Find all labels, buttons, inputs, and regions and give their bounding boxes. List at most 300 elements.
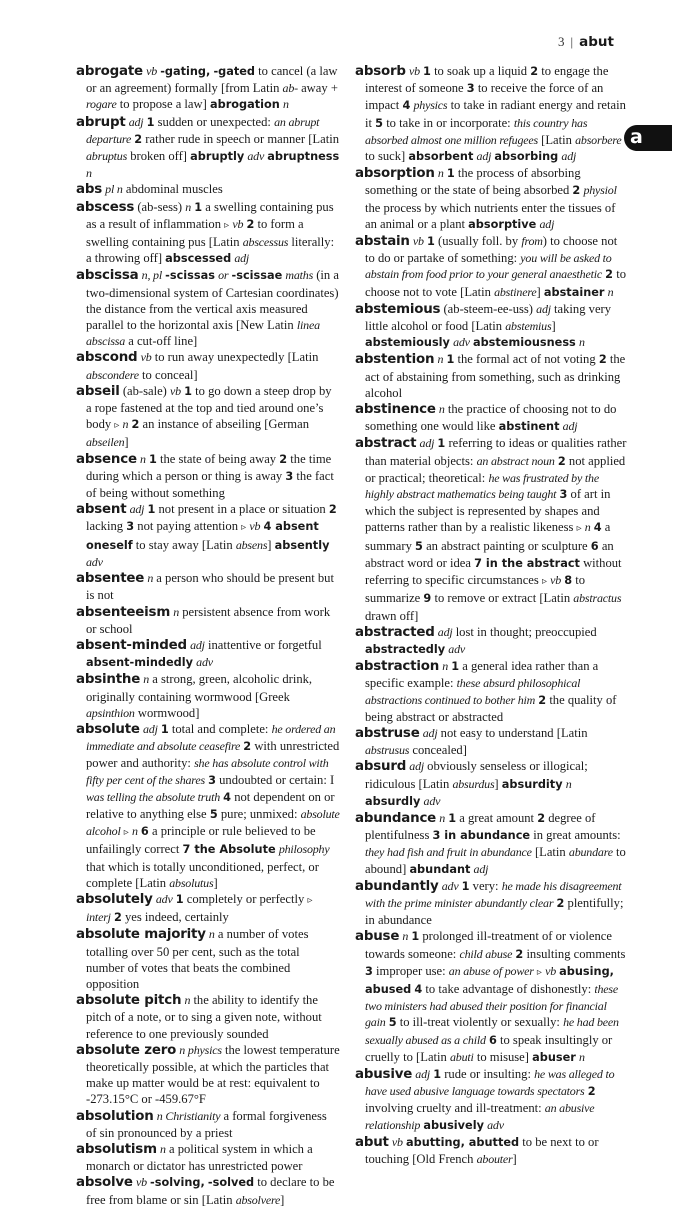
definition-text: a strong, green, alcoholic drink, originally containing wormwood [Greek xyxy=(86,672,313,704)
bold-form: 2 xyxy=(537,811,546,825)
definition-text: rude or insulting: xyxy=(444,1066,531,1081)
dictionary-entry xyxy=(76,63,340,114)
italic-label: physiol xyxy=(583,183,617,198)
definition-text: undoubted or certain: I xyxy=(219,772,335,787)
headword: absolve xyxy=(76,1175,133,1191)
italic-label: abstractus xyxy=(573,591,622,606)
bold-form: 3 xyxy=(126,520,135,534)
definition-text: a great amount xyxy=(459,810,535,825)
italic-label: he was frustrated by the highly abstract mathematics being taught xyxy=(365,470,599,502)
definition-text: to speak insultingly or cruelly to [Latin xyxy=(365,1032,613,1064)
italic-label: adj xyxy=(561,149,577,164)
definition-text: pure; unmixed: xyxy=(220,806,298,821)
italic-label: ab- xyxy=(282,81,298,96)
definition-text: ] xyxy=(551,319,556,334)
bold-form: 1 xyxy=(437,437,446,451)
dictionary-entry xyxy=(76,1141,340,1174)
headword: absolute xyxy=(76,721,140,737)
italic-label: n xyxy=(438,402,445,417)
dictionary-entry xyxy=(76,181,340,198)
definition-text: the process of absorbing something or the state of being absorbed xyxy=(365,166,581,198)
italic-label: n physics xyxy=(179,1042,222,1057)
dictionary-entry xyxy=(355,725,627,758)
definition-text: with unrestricted power and authority: xyxy=(86,739,340,771)
italic-label: child abuse xyxy=(459,946,513,961)
bold-form: 1 xyxy=(433,1067,442,1081)
headword: absent xyxy=(76,502,127,518)
italic-label: they had fish and fruit in abundance xyxy=(365,845,532,860)
definition-text: to take advantage of dishonestly: xyxy=(425,981,592,996)
italic-label: adj xyxy=(190,637,205,652)
italic-label: pl n xyxy=(105,182,123,197)
bold-form: absent-mindedly xyxy=(86,656,193,670)
definition-text: taking very little alcohol or food [Latin xyxy=(365,301,612,334)
definition-text: in great amounts: xyxy=(533,828,621,843)
dictionary-entry xyxy=(355,165,627,233)
bold-form: -gating, xyxy=(160,65,211,78)
bold-form: 1 xyxy=(194,200,203,214)
definition-text: obviously senseless or illogical; ridiculous [Latin xyxy=(365,759,588,791)
bold-form: 5 xyxy=(209,807,218,821)
italic-label: n xyxy=(565,776,572,791)
italic-label: vb xyxy=(249,519,261,534)
dictionary-entry xyxy=(76,383,340,451)
definition-text: the act of abstaining from something, such as drinking alcohol xyxy=(365,352,626,400)
italic-label: n xyxy=(139,451,146,466)
definition-text: ] xyxy=(124,435,129,450)
dictionary-entry xyxy=(76,267,340,349)
definition-text: to cancel (a law or an agreement) formally [from Latin xyxy=(86,64,338,96)
page-number: 3 xyxy=(558,34,565,49)
definition-text: the quality of being abstract or abstracted xyxy=(365,692,617,724)
bold-form: 5 xyxy=(375,116,384,130)
bold-form: 7 in the abstract xyxy=(474,556,580,570)
headword: absolutism xyxy=(76,1142,157,1157)
italic-label: abscondere xyxy=(86,367,139,382)
arrow-icon: ▹ xyxy=(536,966,542,978)
bold-form: 4 xyxy=(223,790,232,804)
definition-text: ] xyxy=(213,875,218,890)
bold-form: 6 xyxy=(590,539,599,553)
definition-text: degree of plentifulness xyxy=(365,810,596,843)
headword: abstruse xyxy=(355,725,420,741)
italic-label: abstemius xyxy=(505,319,552,334)
headword: abstinence xyxy=(355,402,436,418)
headword: abstraction xyxy=(355,659,440,675)
italic-label: vb xyxy=(391,1134,403,1149)
headword: absurd xyxy=(355,759,407,775)
bold-form: abstainer xyxy=(543,285,605,299)
italic-label: n xyxy=(160,1142,166,1156)
definition-text: to go down a steep drop by a rope fastened at the top and tied around one’s body xyxy=(86,383,332,432)
headword: abstract xyxy=(355,436,417,452)
bold-form: 4 xyxy=(593,521,602,535)
italic-label: adv xyxy=(196,655,213,670)
italic-label: n, pl xyxy=(141,268,162,283)
italic-label: was telling the absolute truth xyxy=(86,789,220,804)
dictionary-entry xyxy=(355,658,627,725)
definition-text: to remove or extract [Latin xyxy=(434,591,571,606)
italic-label: n xyxy=(122,417,129,432)
italic-label: rogare xyxy=(86,97,117,112)
bold-form: 1 xyxy=(451,660,460,674)
definition-text: to declare to be free from blame or sin [Latin xyxy=(86,1175,335,1207)
italic-label: adj xyxy=(419,436,435,451)
bold-form: 2 xyxy=(587,1085,596,1099)
bold-form: 2 xyxy=(279,452,288,466)
headword: abstention xyxy=(355,352,435,368)
bold-form: 7 the Absolute xyxy=(182,843,276,857)
definition-text: a political system in which a monarch or dictator has unrestricted power xyxy=(86,1142,313,1174)
italic-label: absens xyxy=(235,537,268,552)
bold-form: 1 xyxy=(446,353,455,367)
definition-text: the lowest temperature theoretically possible, at which the particles that make up matter would be at rest: equivalent to -273.15°C or -459.67°F xyxy=(86,1042,340,1107)
italic-label: an abrupt departure xyxy=(86,114,320,146)
italic-label: abundare xyxy=(568,845,613,860)
definition-text: concealed] xyxy=(412,743,467,758)
definition-text: sudden or unexpected: xyxy=(157,114,271,129)
definition-text: prolonged ill-treatment of or violence towards someone: xyxy=(365,929,612,961)
thumb-index-tab: a xyxy=(624,125,672,151)
italic-label: or xyxy=(218,268,229,283)
italic-label: adj xyxy=(142,721,158,736)
headword: abuse xyxy=(355,929,400,945)
bold-form: 1 xyxy=(160,722,169,736)
italic-label: n Christianity xyxy=(156,1108,221,1123)
bold-form: -scissae xyxy=(231,269,283,283)
headword: abseil xyxy=(76,383,120,399)
dictionary-entry xyxy=(76,671,340,721)
bold-form: 1 xyxy=(448,811,457,825)
definition-text: a general idea rather than a specific example: xyxy=(365,659,599,691)
italic-label: an abstract noun xyxy=(476,453,555,468)
italic-label: n xyxy=(442,659,449,674)
italic-label: these two ministers had abused their position for financial gain xyxy=(365,981,619,1030)
definition-text: to abound] xyxy=(365,845,626,876)
bold-form: abusing, abused xyxy=(365,964,614,996)
definition-text: referring to ideas or qualities rather than material objects: xyxy=(365,436,627,468)
bold-form: 9 xyxy=(423,592,432,606)
definition-text: the practice of choosing not to do something one would like xyxy=(365,402,617,434)
italic-label: n xyxy=(185,199,192,214)
definition-text: the process by which nutrients enter the tissues of an animal or a plant xyxy=(365,200,616,231)
bold-form: 5 xyxy=(415,539,423,553)
definition-text: an instance of abseiling [German xyxy=(142,417,309,432)
headword: absolute zero xyxy=(76,1042,177,1058)
definition-text: an abstract word or idea xyxy=(365,538,614,570)
italic-label: apsinthion xyxy=(86,705,135,720)
dictionary-entry xyxy=(355,435,627,623)
dictionary-entry xyxy=(76,926,340,992)
bold-form: 1 xyxy=(148,452,157,466)
definition-text: [Latin xyxy=(534,845,566,860)
headword: abut xyxy=(355,1134,389,1150)
bold-form: 2 xyxy=(530,65,539,78)
headword: absolution xyxy=(76,1108,154,1124)
italic-label: adv xyxy=(448,641,466,656)
bold-form: 2 xyxy=(246,217,255,231)
arrow-icon: ▹ xyxy=(224,219,230,231)
bold-form: 2 xyxy=(131,418,140,432)
italic-label: adj xyxy=(129,502,145,517)
bold-form: abstemiousness xyxy=(472,336,576,350)
arrow-icon: ▹ xyxy=(576,523,582,535)
headword: abstemious xyxy=(355,301,441,317)
headword: absorption xyxy=(355,166,435,182)
italic-label: vb xyxy=(412,234,424,249)
italic-label: absolutus xyxy=(169,875,214,890)
dictionary-entry xyxy=(355,63,627,165)
definition-text: the fact of being without something xyxy=(86,468,334,501)
italic-label: absolvere xyxy=(235,1192,281,1207)
definition-text: to propose a law] xyxy=(119,97,207,112)
dictionary-entry xyxy=(355,401,627,435)
bold-form: abstinent xyxy=(498,420,560,434)
definition-text: not easy to understand [Latin xyxy=(440,725,588,740)
bold-form: abrogation xyxy=(209,98,280,112)
italic-label: this country has absorbed almost one million refugees xyxy=(365,115,588,147)
bold-form: absorbing xyxy=(494,150,559,164)
dictionary-entry xyxy=(355,878,627,929)
bold-form: 2 xyxy=(598,353,607,367)
bold-form: absorbent xyxy=(408,150,474,164)
headword: absolute majority xyxy=(76,927,206,943)
definition-text: improper use: xyxy=(376,963,446,978)
italic-label: abuti xyxy=(450,1049,474,1064)
definition-text: the ability to identify the pitch of a note, or to sing a given note, without reference to one previously sounded xyxy=(86,993,322,1041)
dictionary-entry xyxy=(355,624,627,658)
definition-text: plentifully; in abundance xyxy=(365,895,624,928)
headword: abstain xyxy=(355,234,410,250)
definition-text: total and complete: xyxy=(171,721,269,736)
bold-form: 2 xyxy=(328,503,337,517)
definition-text: an abstract painting or sculpture xyxy=(426,538,588,553)
bold-form: 2 xyxy=(538,693,547,707)
arrow-icon: ▹ xyxy=(541,576,547,588)
headword: absolute pitch xyxy=(76,993,182,1009)
definition-text: (ab-sale) xyxy=(122,383,167,398)
italic-label: maths xyxy=(285,268,314,283)
definition-text: very: xyxy=(472,878,499,893)
italic-label: adv xyxy=(155,891,173,906)
bold-form: 1 xyxy=(423,65,431,78)
italic-label: abouter xyxy=(476,1152,513,1166)
definition-text: involving cruelty and ill-treatment: xyxy=(365,1101,542,1116)
italic-label: adj xyxy=(415,1066,431,1081)
bold-form: 2 xyxy=(556,896,565,910)
definition-text: ] xyxy=(280,1192,285,1207)
bold-form: 1 xyxy=(427,235,435,249)
bold-form: abruptly xyxy=(190,150,245,164)
italic-label: abstrusus xyxy=(365,743,410,758)
bold-form: 8 xyxy=(564,574,573,588)
italic-label: n xyxy=(282,97,289,112)
bold-form: abscessed xyxy=(165,252,232,266)
definition-text: persistent absence from work or school xyxy=(86,604,331,636)
italic-label: n xyxy=(578,1049,585,1064)
dictionary-entry xyxy=(355,351,627,401)
definition-text: not present in a place or situation xyxy=(158,502,326,517)
italic-label: vb xyxy=(232,216,244,231)
definition-text: to run away unexpectedly [Latin xyxy=(154,350,319,365)
bold-form: 6 xyxy=(488,1033,497,1047)
bold-form: 2 xyxy=(557,454,566,468)
bold-form: absorptive xyxy=(468,217,537,231)
bold-form: 6 xyxy=(140,825,149,839)
headword: absentee xyxy=(76,571,145,587)
dictionary-entry xyxy=(76,1108,340,1141)
definition-text: to choose not to vote [Latin xyxy=(365,267,626,299)
arrow-icon: ▹ xyxy=(241,522,247,534)
italic-label: n xyxy=(173,604,180,619)
italic-label: absolute alcohol xyxy=(86,806,340,839)
italic-label: absorbere xyxy=(575,132,622,147)
italic-label: vb xyxy=(135,1175,147,1190)
italic-label: adj xyxy=(539,216,555,231)
headword: abundance xyxy=(355,810,437,826)
definition-text: abdominal muscles xyxy=(125,182,223,197)
italic-label: adj xyxy=(128,114,144,129)
italic-label: vb xyxy=(550,573,562,588)
bold-form: abuser xyxy=(532,1050,576,1064)
bold-form: 2 xyxy=(605,268,614,282)
definition-text: to summarize xyxy=(365,573,586,606)
definition-text: (in a two-dimensional system of Cartesian coordinates) the distance from the vertical axis measured parallel to the horizontal axis [New Latin xyxy=(86,268,339,333)
italic-label: adj xyxy=(562,419,578,434)
italic-label: n xyxy=(131,824,138,839)
definition-text: away + xyxy=(301,81,338,96)
italic-label: an abuse of power xyxy=(448,963,534,978)
definition-text: not paying attention xyxy=(137,519,238,534)
bold-form: 1 xyxy=(146,115,155,129)
definition-text: insulting comments xyxy=(526,946,626,961)
arrow-icon: ▹ xyxy=(307,894,313,906)
italic-label: adv xyxy=(453,335,470,350)
dictionary-entry xyxy=(76,501,340,570)
definition-text: a swelling containing pus as a result of inflammation xyxy=(86,199,334,231)
italic-label: n xyxy=(147,571,154,586)
bold-form: abstemiously xyxy=(365,336,450,350)
bold-form: abundant xyxy=(409,862,471,876)
dictionary-entry xyxy=(76,1174,340,1207)
definition-text: lost in thought; preoccupied xyxy=(455,624,597,639)
bold-form: 3 xyxy=(365,964,373,978)
definition-text: broken off] xyxy=(130,149,188,164)
definition-text: wormwood] xyxy=(137,705,200,720)
definition-text: that which is totally unconditioned, perfect, or complete [Latin xyxy=(86,859,319,890)
italic-label: interj xyxy=(86,910,111,925)
bold-form: absurdity xyxy=(501,777,563,791)
italic-label: n xyxy=(402,929,409,944)
headword: abrogate xyxy=(76,64,143,79)
headword: absinthe xyxy=(76,672,141,688)
running-header xyxy=(558,34,614,50)
italic-label: n xyxy=(208,927,215,942)
italic-label: adj xyxy=(409,759,425,774)
italic-label: she has absolute control with fifty per cent of the shares xyxy=(86,756,329,787)
arrow-icon: ▹ xyxy=(123,827,129,839)
definition-text: ] xyxy=(536,284,541,299)
definition-text: to take in radiant energy and retain it xyxy=(365,98,626,130)
dictionary-entry xyxy=(76,604,340,637)
definition-text: to be next to or touching [Old French xyxy=(365,1134,599,1166)
dictionary-entry xyxy=(76,721,340,891)
bold-form: 1 xyxy=(184,384,192,398)
definition-text: to suck] xyxy=(365,149,406,164)
header-separator: | xyxy=(570,34,574,49)
dictionary-entry xyxy=(355,928,627,1066)
guide-word: abut xyxy=(579,34,614,50)
definition-text: the time during which a person or thing is away xyxy=(86,451,332,483)
italic-label: absurdus xyxy=(452,776,495,791)
left-column xyxy=(76,63,340,1208)
bold-form: 3 xyxy=(466,82,475,96)
headword: abrupt xyxy=(76,114,126,130)
italic-label: philosophy xyxy=(278,842,330,857)
dictionary-entry xyxy=(76,992,340,1042)
dictionary-entry xyxy=(76,114,340,182)
italic-label: an abusive relationship xyxy=(365,1101,595,1132)
bold-form: 1 xyxy=(461,879,470,893)
dictionary-entry xyxy=(76,637,340,671)
bold-form: -solving, xyxy=(150,1176,205,1190)
headword: abscond xyxy=(76,350,138,366)
headword: absorb xyxy=(355,64,406,79)
italic-label: adj xyxy=(476,149,492,164)
bold-form: 2 xyxy=(515,947,524,961)
bold-form: 2 xyxy=(113,911,122,925)
definition-text: lacking xyxy=(86,519,124,534)
italic-label: adv xyxy=(441,878,459,893)
bold-form: 3 xyxy=(559,488,568,502)
definition-text: to receive the force of an impact xyxy=(365,81,604,113)
definition-text: drawn off] xyxy=(365,608,419,623)
italic-label: n xyxy=(437,352,444,367)
dictionary-entry xyxy=(76,1042,340,1108)
headword: absence xyxy=(76,451,137,467)
italic-label: vb xyxy=(170,383,181,398)
bold-form: 4 xyxy=(414,982,423,996)
bold-form: 2 xyxy=(134,132,143,146)
headword: abstracted xyxy=(355,624,435,640)
definition-text: without referring to specific circumstances xyxy=(365,555,622,588)
italic-label: abscessus xyxy=(242,235,289,250)
bold-form: abutting, abutted xyxy=(406,1135,520,1149)
definition-text: (usually foll. by xyxy=(438,234,519,249)
definition-text: [Latin xyxy=(541,132,572,147)
bold-form: 1 xyxy=(446,167,455,181)
definition-text: a summary xyxy=(365,520,611,553)
bold-form: 4 absent oneself xyxy=(86,520,319,552)
definition-text: a cut-off line] xyxy=(128,334,198,349)
dictionary-entry xyxy=(355,810,627,878)
italic-label: n xyxy=(578,335,585,350)
bold-form: 4 xyxy=(402,99,411,113)
italic-label: n xyxy=(584,520,591,535)
italic-label: n xyxy=(143,672,150,687)
headword: absenteeism xyxy=(76,604,171,620)
definition-text: (ab-sess) xyxy=(137,199,183,214)
definition-text: a number of votes totalling over 50 per cent, such as the total number of votes that beats the combined opposition xyxy=(86,927,309,991)
italic-label: he made his disagreement with the prime minister abundantly clear xyxy=(365,878,622,910)
italic-label: linea abscissa xyxy=(86,318,320,349)
dictionary-entry xyxy=(76,349,340,382)
italic-label: from xyxy=(521,234,543,249)
bold-form: 3 in abundance xyxy=(432,829,531,843)
italic-label: he was alleged to have used abusive language towards spectators xyxy=(365,1066,615,1099)
definition-text: to take in or incorporate: xyxy=(386,115,511,130)
dictionary-entry xyxy=(76,451,340,502)
